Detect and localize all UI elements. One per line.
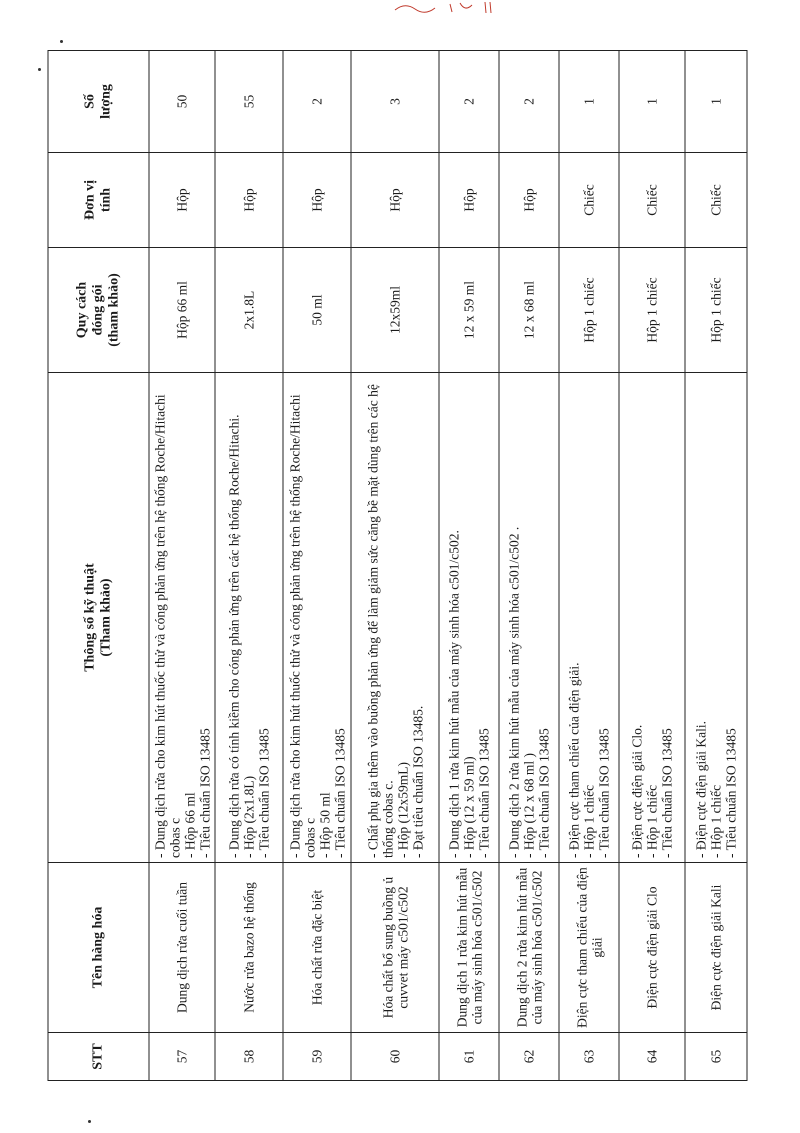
speck-dot: [38, 68, 41, 71]
row-spec: - Dung dịch 1 rửa kim hút mẫu của máy sinh hóa c501/c502. - Hộp (12 x 59 ml) - Tiêu chuẩn ISO 13485: [439, 373, 499, 863]
row-stt: 65: [685, 1033, 747, 1081]
row-pack: Hộp 1 chiếc: [619, 248, 685, 373]
row-unit: Chiếc: [559, 153, 619, 248]
header-stt: STT: [48, 1033, 149, 1081]
row-stt: 61: [439, 1033, 499, 1081]
row-pack: 50 ml: [283, 248, 351, 373]
header-row: [48, 51, 149, 1081]
table-row: [685, 51, 747, 1081]
speck-dot: [60, 40, 63, 43]
row-name: Dung dịch rửa cuối tuần: [149, 863, 215, 1033]
header-qty: Số lượng: [48, 51, 149, 153]
table-row: [149, 51, 215, 1081]
row-qty: 1: [685, 51, 747, 153]
row-name: Điện cực tham chiếu của điện giải: [559, 863, 619, 1033]
row-pack: 12x59ml: [351, 248, 439, 373]
row-qty: 50: [149, 51, 215, 153]
row-spec: - Dung dịch rửa cho kim hút thuốc thử và cóng phản ứng trên hệ thống Roche/Hitachi cobas c - Hộp 50 ml - Tiêu chuẩn ISO 13485: [283, 373, 351, 863]
header-unit: Đơn vị tính: [48, 153, 149, 248]
header-pack: Quy cách đóng gói (tham khảo): [48, 248, 149, 373]
row-pack: Hộp 66 ml: [149, 248, 215, 373]
row-pack: Hộp 1 chiếc: [559, 248, 619, 373]
table-row: [351, 51, 439, 1081]
goods-spec-table: [48, 50, 748, 1081]
row-qty: 1: [619, 51, 685, 153]
row-qty: 3: [351, 51, 439, 153]
header-name: Tên hàng hóa: [48, 863, 149, 1033]
row-pack: 12 x 68 ml: [499, 248, 559, 373]
row-qty: 2: [499, 51, 559, 153]
table-row: [283, 51, 351, 1081]
row-unit: Chiếc: [685, 153, 747, 248]
row-unit: Chiếc: [619, 153, 685, 248]
row-stt: 60: [351, 1033, 439, 1081]
row-unit: Hộp: [439, 153, 499, 248]
row-stt: 58: [215, 1033, 283, 1081]
row-qty: 1: [559, 51, 619, 153]
row-name: Nước rửa bazo hệ thống: [215, 863, 283, 1033]
row-stt: 59: [283, 1033, 351, 1081]
row-spec: - Chất phụ gia thêm vào buồng phản ứng để làm giảm sức căng bề mặt dùng trên các hệ thống cobas c. - Hộp (12x59mL) - Đạt tiêu chuẩn ISO 13485.: [351, 373, 439, 863]
row-unit: Hộp: [351, 153, 439, 248]
table-row: [499, 51, 559, 1081]
row-unit: Hộp: [215, 153, 283, 248]
row-unit: Hộp: [499, 153, 559, 248]
row-spec: - Điện cực tham chiếu của điện giải. - Hộp 1 chiếc - Tiêu chuẩn ISO 13485: [559, 373, 619, 863]
row-name: Điện cực điện giải Kali: [685, 863, 747, 1033]
header-spec: Thông số kỹ thuật (Tham khảo): [48, 373, 149, 863]
speck-dot: [88, 1120, 91, 1123]
row-pack: 2x1.8L: [215, 248, 283, 373]
row-stt: 57: [149, 1033, 215, 1081]
row-stt: 64: [619, 1033, 685, 1081]
row-qty: 2: [283, 51, 351, 153]
row-qty: 55: [215, 51, 283, 153]
row-spec: - Điện cực điện giải Clo. - Hộp 1 chiếc - Tiêu chuẩn ISO 13485: [619, 373, 685, 863]
rotated-sheet: [48, 51, 753, 1081]
row-pack: Hộp 1 chiếc: [685, 248, 747, 373]
row-unit: Hộp: [283, 153, 351, 248]
row-spec: - Dung dịch rửa có tính kiềm cho cóng phản ứng trên các hệ thống Roche/Hitachi. - Hộp (2x1.8L) - Tiêu chuẩn ISO 13485: [215, 373, 283, 863]
table-row: [559, 51, 619, 1081]
row-name: Dung dịch 2 rửa kim hút mẫu của máy sinh hóa c501/c502: [499, 863, 559, 1033]
row-stt: 62: [499, 1033, 559, 1081]
row-name: Dung dịch 1 rửa kim hút mẫu của máy sinh hóa c501/c502: [439, 863, 499, 1033]
row-unit: Hộp: [149, 153, 215, 248]
table-row: [215, 51, 283, 1081]
row-name: Hóa chất bổ sung buồng ủ cuvvet máy c501/c502: [351, 863, 439, 1033]
row-spec: - Điện cực điện giải Kali. - Hộp 1 chiếc - Tiêu chuẩn ISO 13485: [685, 373, 747, 863]
row-stt: 63: [559, 1033, 619, 1081]
row-spec: - Dung dịch 2 rửa kim hút mẫu của máy sinh hóa c501/c502 . - Hộp (12 x 68 ml ) - Tiêu chuẩn ISO 13485: [499, 373, 559, 863]
table-row: [439, 51, 499, 1081]
row-pack: 12 x 59 ml: [439, 248, 499, 373]
table-row: [619, 51, 685, 1081]
row-name: Hóa chất rửa đặc biệt: [283, 863, 351, 1033]
row-spec: - Dung dịch rửa cho kim hút thuốc thử và cóng phản ứng trên hệ thống Roche/Hitachi cobas c - Hộp 66 ml - Tiêu chuẩn ISO 13485: [149, 373, 215, 863]
row-qty: 2: [439, 51, 499, 153]
handwritten-mark: [390, 0, 500, 14]
row-name: Điện cực điện giải Clo: [619, 863, 685, 1033]
